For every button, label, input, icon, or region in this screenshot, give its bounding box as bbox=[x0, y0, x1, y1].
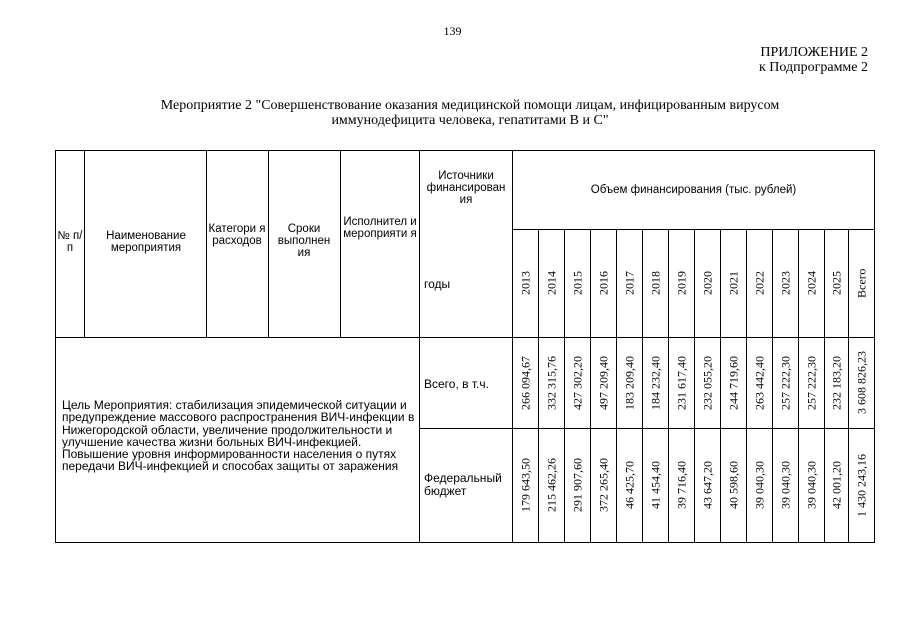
value-total: 3 608 826,23 bbox=[854, 351, 868, 415]
value-total: 497 209,40 bbox=[596, 356, 610, 410]
page-number: 139 bbox=[443, 24, 462, 38]
year-header: 2025 bbox=[829, 271, 843, 296]
year-header: 2019 bbox=[674, 271, 688, 296]
year-header: 2014 bbox=[544, 271, 558, 296]
value-federal: 291 907,60 bbox=[570, 458, 584, 513]
value-federal: 43 647,20 bbox=[700, 461, 714, 510]
year-header: 2018 bbox=[648, 271, 662, 296]
year-header: 2016 bbox=[596, 271, 610, 296]
value-federal: 39 040,30 bbox=[752, 461, 766, 510]
header-terms: Сроки выполнен ия bbox=[277, 223, 331, 259]
year-header: 2017 bbox=[622, 271, 636, 296]
year-header: Всего bbox=[854, 268, 868, 299]
value-total: 244 719,60 bbox=[726, 356, 740, 410]
value-federal: 179 643,50 bbox=[518, 458, 532, 513]
year-header: 2021 bbox=[726, 271, 740, 296]
value-federal: 41 454,40 bbox=[648, 461, 662, 510]
year-header: 2022 bbox=[752, 271, 766, 296]
value-total: 266 094,67 bbox=[518, 356, 532, 410]
title-line1: Мероприятие 2 "Совершенствование оказания медицинской помощи лицам, инфицированным вирусом bbox=[160, 98, 780, 113]
year-header: 2015 bbox=[570, 271, 584, 296]
row-source-federal: Федеральный бюджет bbox=[424, 471, 502, 498]
appendix-line2: к Подпрограмме 2 bbox=[758, 60, 868, 75]
year-header: 2013 bbox=[518, 271, 532, 296]
header-years-label: годы bbox=[424, 277, 451, 291]
header-name: Наименование мероприятия bbox=[106, 230, 186, 254]
appendix-line1: ПРИЛОЖЕНИЕ 2 bbox=[760, 45, 868, 60]
value-total: 257 222,30 bbox=[804, 356, 818, 410]
value-total: 232 055,20 bbox=[700, 356, 714, 410]
header-volume: Объем финансирования (тыс. рублей) bbox=[590, 184, 797, 196]
row-source-total: Всего, в т.ч. bbox=[424, 377, 489, 391]
value-total: 232 183,20 bbox=[829, 356, 843, 410]
value-federal: 40 598,60 bbox=[726, 461, 740, 510]
value-federal: 42 001,20 bbox=[829, 461, 843, 510]
value-federal: 1 430 243,16 bbox=[854, 454, 868, 517]
year-header: 2023 bbox=[778, 271, 792, 296]
value-total: 263 442,40 bbox=[752, 356, 766, 410]
year-header: 2024 bbox=[804, 271, 818, 296]
header-num: № п/п bbox=[57, 230, 83, 254]
value-federal: 39 716,40 bbox=[674, 461, 688, 510]
value-federal: 39 040,30 bbox=[778, 461, 792, 510]
value-total: 183 209,40 bbox=[622, 356, 636, 410]
header-sources: Источники финансирован ия bbox=[426, 170, 506, 206]
goal-text: Цель Мероприятия: стабилизация эпидемической ситуации и предупреждение массового распространения ВИЧ-инфекции в Нижегородской области, увеличение продолжительности и улучшение качества жизни больных ВИЧ-инфекцией. Повышение уровня информированности населения о путях передачи ВИЧ-инфекцией и способах защиты от заражения bbox=[62, 398, 415, 474]
title-line2: иммунодефицита человека, гепатитами В и С" bbox=[331, 113, 609, 128]
value-total: 332 315,76 bbox=[544, 356, 558, 410]
value-total: 231 617,40 bbox=[674, 356, 688, 410]
value-federal: 46 425,70 bbox=[622, 461, 636, 510]
value-total: 427 302,20 bbox=[570, 356, 584, 410]
year-header: 2020 bbox=[700, 271, 714, 296]
header-executor: Исполнител и мероприяти я bbox=[343, 216, 417, 240]
value-federal: 215 462,26 bbox=[544, 458, 558, 513]
value-federal: 39 040,30 bbox=[804, 461, 818, 510]
value-total: 184 232,40 bbox=[648, 356, 662, 410]
value-total: 257 222,30 bbox=[778, 356, 792, 410]
header-category: Категори я расходов bbox=[208, 223, 266, 247]
value-federal: 372 265,40 bbox=[596, 458, 610, 513]
